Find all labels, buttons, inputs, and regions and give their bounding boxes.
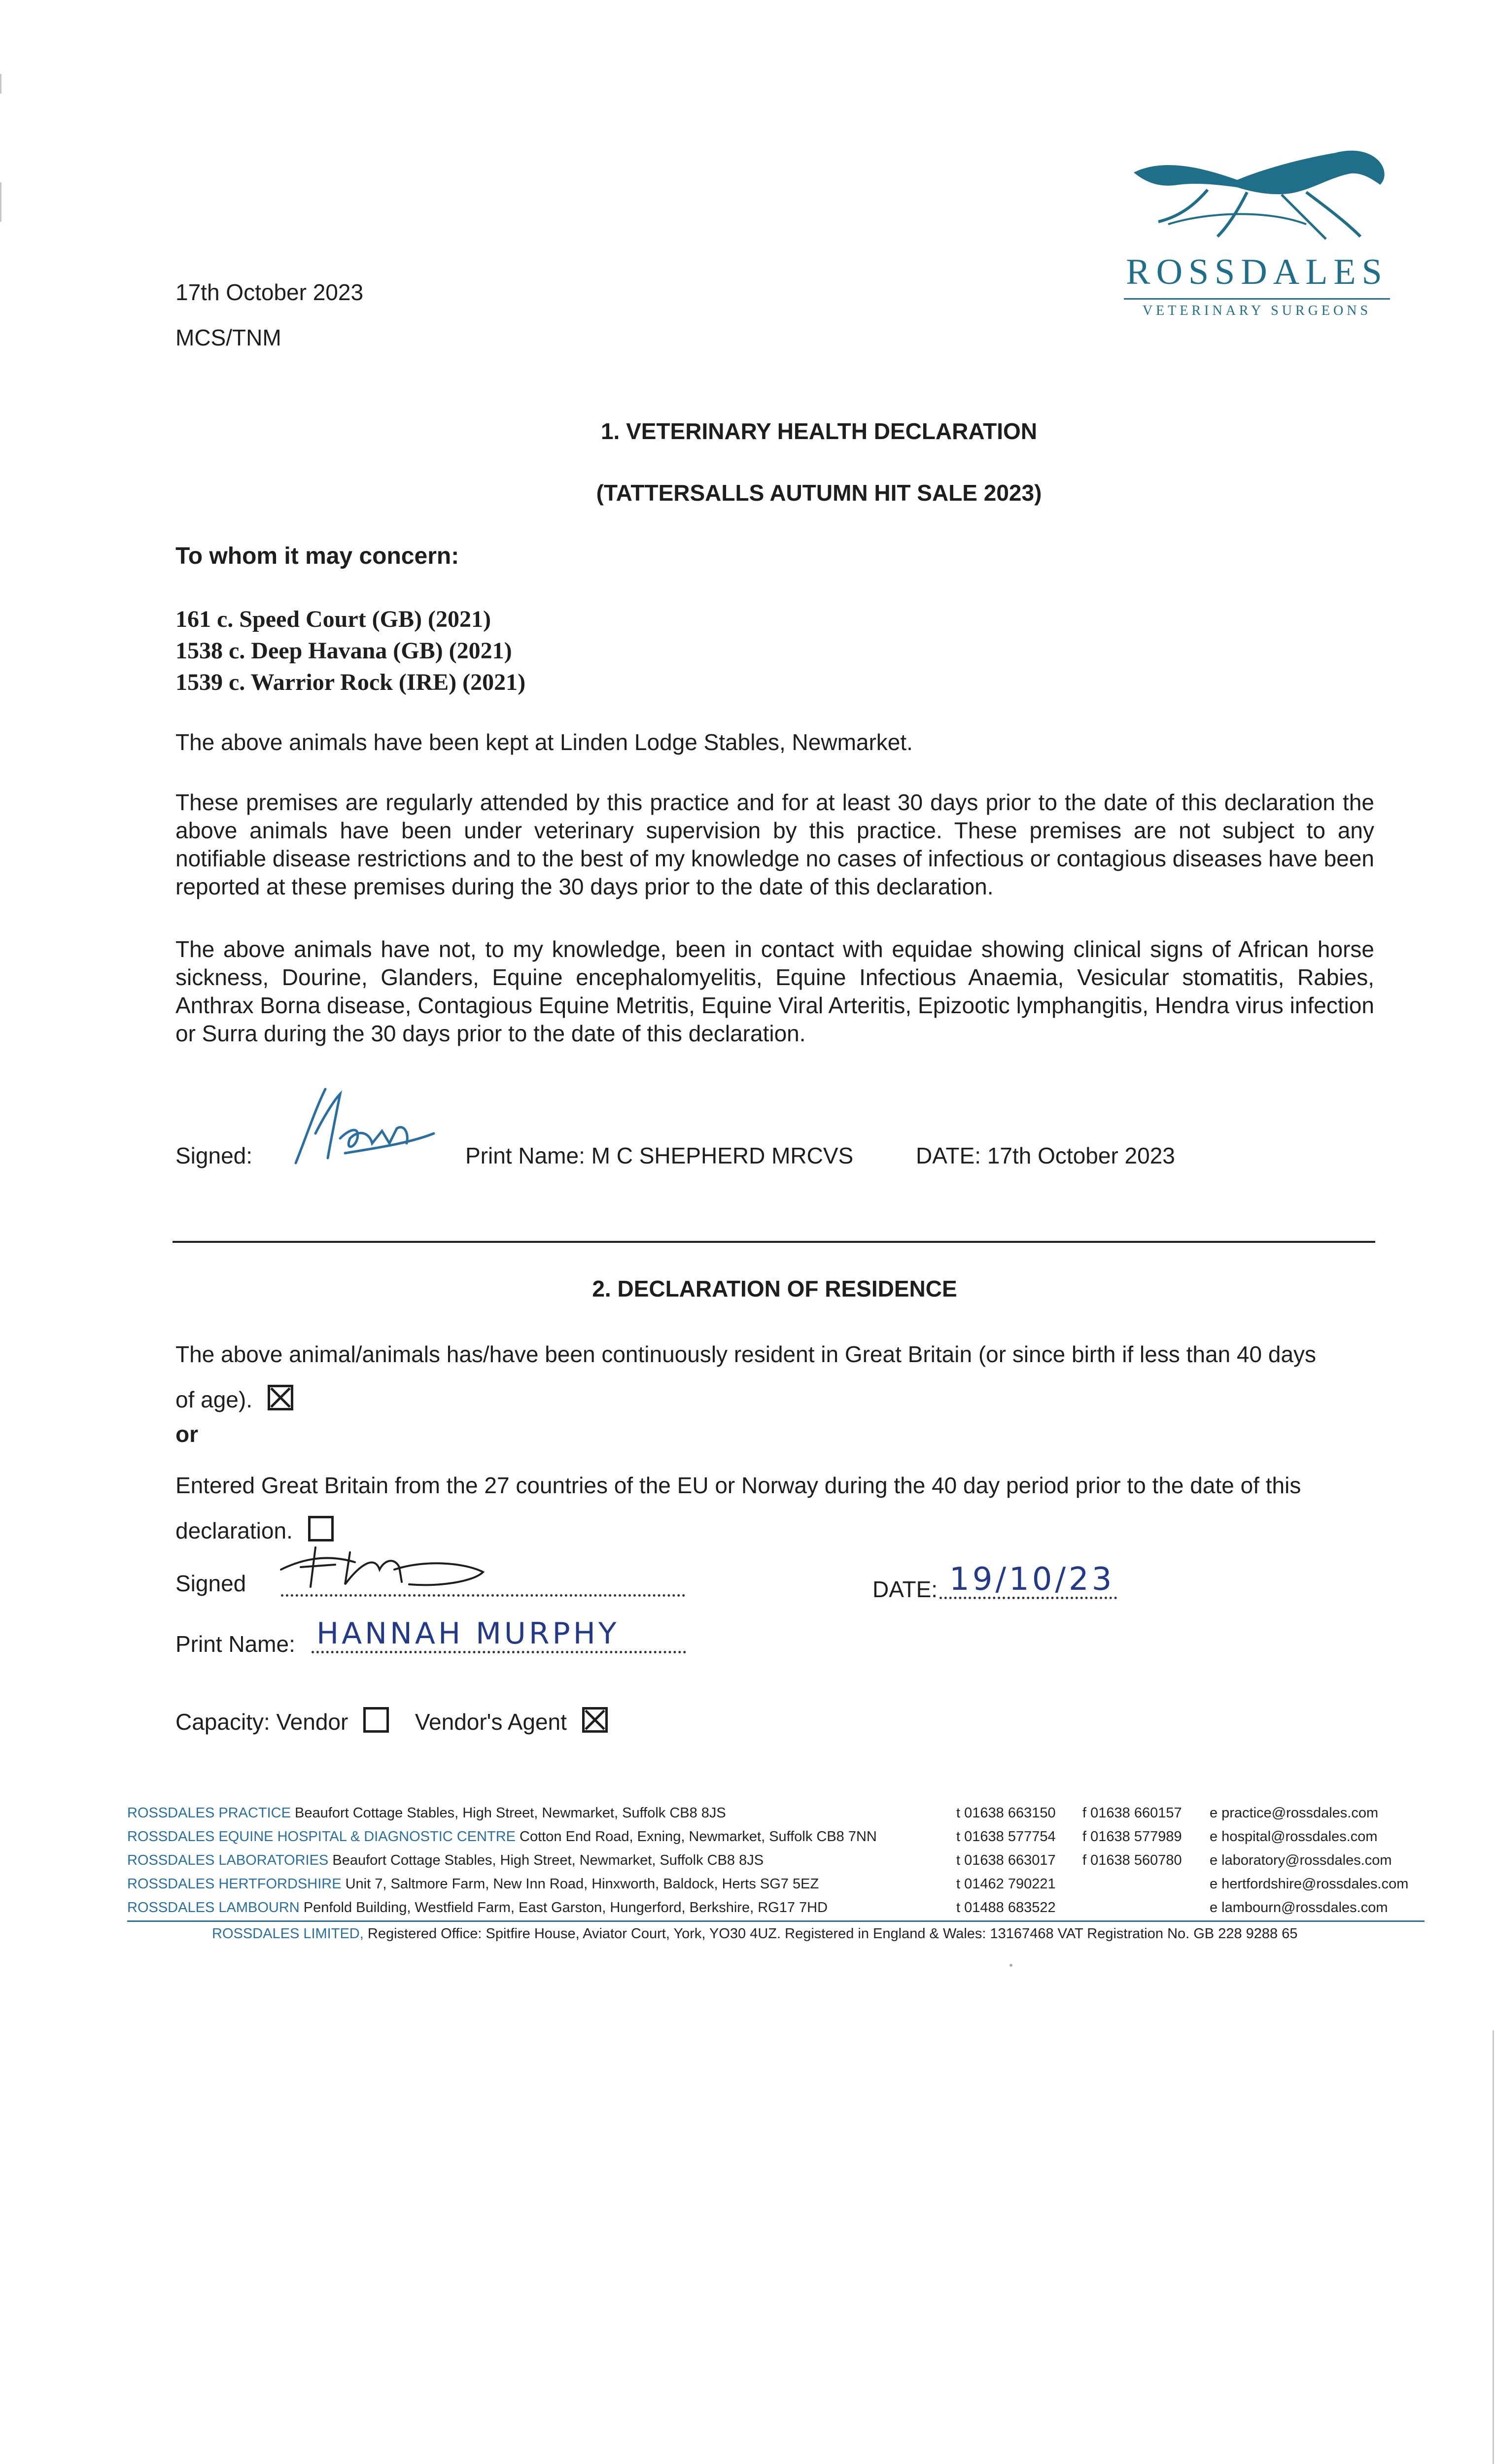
capacity-agent-label: Vendor's Agent [415, 1709, 567, 1735]
office-email[interactable]: e hertfordshire@rossdales.com [1210, 1876, 1409, 1892]
section2-date-field[interactable] [939, 1562, 1117, 1599]
residence-option-1 [175, 1332, 1324, 1422]
section1-signed-label: Signed: [175, 1143, 253, 1168]
capacity-agent-checkbox[interactable] [582, 1707, 608, 1733]
footer-office [127, 1872, 819, 1896]
animal-item: 1539 c. Warrior Rock (IRE) (2021) [175, 669, 526, 695]
section1-title: 1. VETERINARY HEALTH DECLARATION [600, 418, 1038, 444]
office-address: Cotton End Road, Exning, Newmarket, Suffolk CB8 7NN [520, 1829, 877, 1845]
vendor-agent-signature [276, 1540, 503, 1594]
office-tel: t 01638 663150 [956, 1805, 1056, 1821]
office-fax: f 01638 660157 [1082, 1805, 1182, 1821]
office-email[interactable]: e lambourn@rossdales.com [1210, 1900, 1388, 1916]
premises-paragraph: The above animals have been kept at Linden Lodge Stables, Newmarket. [175, 729, 913, 755]
footer-office [127, 1825, 877, 1848]
office-address: Penfold Building, Westfield Farm, East Garston, Hungerford, Berkshire, RG17 7HD [303, 1900, 828, 1916]
residence-option-1-checkbox[interactable] [268, 1385, 293, 1410]
section2-date-value: 19/10/23 [949, 1561, 1115, 1598]
or-separator: or [175, 1421, 198, 1447]
check-cross-icon [270, 1387, 291, 1408]
office-name: ROSSDALES LABORATORIES [127, 1852, 329, 1868]
residence-option-2-text: Entered Great Britain from the 27 countries of the EU or Norway during the 40 day period prior to the date of this declaration. [175, 1472, 1301, 1543]
office-tel: t 01638 577754 [956, 1829, 1056, 1845]
footer-office [127, 1801, 726, 1825]
scan-mark [0, 182, 1, 222]
office-tel: t 01638 663017 [956, 1852, 1056, 1868]
scan-mark [0, 74, 1, 94]
residence-option-1-text: The above animal/animals has/have been continuously resident in Great Britain (or since birth if less than 40 days of age). [175, 1341, 1317, 1412]
capacity-vendor-checkbox[interactable] [363, 1707, 389, 1733]
footer-office [127, 1896, 828, 1919]
brand-name: ROSSDALES [1126, 252, 1388, 292]
office-email[interactable]: e laboratory@rossdales.com [1210, 1852, 1392, 1868]
supervision-paragraph: These premises are regularly attended by this practice and for at least 30 days prior to the date of this declaration the above animals have been under veterinary supervision by this practice. These premises are not subject to any notifiable disease restrictions and to the best of my knowledge no cases of infectious or contagious diseases have been reported at these premises during the 30 days prior to the date of this declaration. [175, 789, 1374, 899]
scan-mark [1493, 2030, 1494, 2464]
section2-print-name-value: HANNAH MURPHY [316, 1616, 620, 1651]
office-address: Beaufort Cottage Stables, High Street, Newmarket, Suffolk CB8 8JS [295, 1805, 726, 1821]
footer-office [127, 1848, 764, 1872]
section1-print-name: Print Name: M C SHEPHERD MRCVS [465, 1143, 854, 1168]
vet-signature [286, 1079, 444, 1173]
residence-option-2-checkbox[interactable] [308, 1516, 334, 1541]
footer-company [212, 1922, 1297, 1946]
letter-date: 17th October 2023 [175, 279, 364, 305]
section1-subtitle: (TATTERSALLS AUTUMN HIT SALE 2023) [596, 480, 1042, 506]
office-address: Unit 7, Saltmore Farm, New Inn Road, Hinxworth, Baldock, Herts SG7 5EZ [345, 1876, 819, 1892]
section2-title: 2. DECLARATION OF RESIDENCE [592, 1276, 957, 1301]
company-info: Registered Office: Spitfire House, Aviator Court, York, YO30 4UZ. Registered in England & Wales: 13167468 VAT Registration No. GB 228 9288 65 [367, 1926, 1298, 1942]
brand-divider [1124, 298, 1390, 300]
company-name: ROSSDALES LIMITED, [212, 1926, 364, 1942]
office-name: ROSSDALES LAMBOURN [127, 1900, 300, 1916]
section2-date-label: DATE: [872, 1576, 938, 1602]
disease-contact-paragraph: The above animals have not, to my knowledge, been in contact with equidae showing clinical signs of African horse sickness, Dourine, Glanders, Equine encephalomyelitis, Equine Infectious Anaemia, Vesicular stomatitis, Rabies, Anthrax Borna disease, Contagious Equine Metritis, Equine Viral Arteritis, Epizootic lymphangitis, Hendra virus infection or Surra during the 30 days prior to the date of this declaration. [175, 936, 1374, 1046]
rossdales-logo [1119, 138, 1395, 330]
salutation: To whom it may concern: [175, 543, 459, 569]
capacity-row [175, 1704, 608, 1740]
office-name: ROSSDALES HERTFORDSHIRE [127, 1876, 342, 1892]
animal-item: 1538 c. Deep Havana (GB) (2021) [175, 638, 512, 664]
office-fax: f 01638 577989 [1082, 1829, 1182, 1845]
check-cross-icon [585, 1710, 605, 1730]
animal-item: 161 c. Speed Court (GB) (2021) [175, 606, 491, 632]
office-name: ROSSDALES EQUINE HOSPITAL & DIAGNOSTIC CENTRE [127, 1829, 516, 1845]
office-tel: t 01488 683522 [956, 1900, 1056, 1916]
letter-reference: MCS/TNM [175, 325, 281, 350]
section2-print-name-label: Print Name: [175, 1631, 295, 1657]
office-email[interactable]: e hospital@rossdales.com [1210, 1829, 1378, 1845]
brand-tagline: VETERINARY SURGEONS [1142, 303, 1372, 318]
section1-date: DATE: 17th October 2023 [916, 1143, 1175, 1168]
office-tel: t 01462 790221 [956, 1876, 1056, 1892]
horse-logo-icon [1119, 138, 1395, 261]
section2-signed-label: Signed [175, 1571, 246, 1596]
section-divider [173, 1241, 1375, 1243]
scan-dot [1009, 1964, 1012, 1967]
capacity-vendor-label: Capacity: Vendor [175, 1709, 348, 1735]
office-address: Beaufort Cottage Stables, High Street, Newmarket, Suffolk CB8 8JS [332, 1852, 764, 1868]
office-fax: f 01638 560780 [1082, 1852, 1182, 1868]
office-name: ROSSDALES PRACTICE [127, 1805, 291, 1821]
section2-print-name-field[interactable] [312, 1616, 686, 1653]
office-email[interactable]: e practice@rossdales.com [1210, 1805, 1379, 1821]
